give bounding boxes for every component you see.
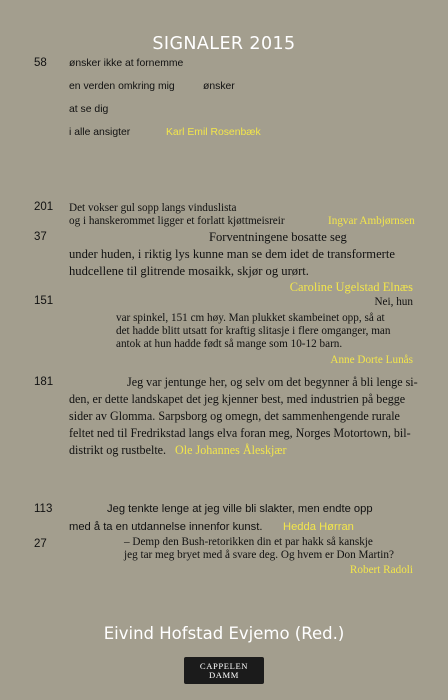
editor-name: Eivind Hofstad Evjemo (Red.) bbox=[103, 624, 345, 643]
excerpt-27-line-1: – Demp den Bush-retorikken din et par hakk så kanskje bbox=[124, 536, 373, 548]
excerpt-201-line-1: Det vokser gul sopp langs vinduslista bbox=[69, 202, 237, 214]
excerpt-58-line-4: at se dig bbox=[69, 104, 109, 115]
page-number-37: 37 bbox=[34, 231, 47, 243]
excerpt-113-line-1: Jeg tenkte lenge at jeg ville bli slakter, men endte opp bbox=[107, 503, 373, 515]
excerpt-181-line-4: feltet ned til Fredrikstad langs elva foran meg, Norges Motortown, bil- bbox=[69, 426, 411, 440]
excerpt-151-line-4: antok at hun hadde født så mange som 10-12 barn. bbox=[116, 338, 343, 350]
excerpt-37-line-3: hudcellene til glitrende mosaikk, skjør og urørt. bbox=[69, 264, 309, 278]
excerpt-58-author: Karl Emil Rosenbæk bbox=[166, 127, 261, 138]
excerpt-113-line-2: med å ta en utdannelse innenfor kunst. bbox=[69, 521, 263, 533]
publisher-logo-text: CAPPELEN DAMM bbox=[199, 660, 249, 680]
excerpt-37-author: Caroline Ugelstad Elnæs bbox=[289, 280, 413, 294]
excerpt-181-author: Ole Johannes Åleskjær bbox=[175, 443, 287, 457]
excerpt-58-line-1: ønsker ikke at fornemme bbox=[69, 58, 184, 69]
excerpt-37-line-1: Forventningene bosatte seg bbox=[209, 230, 347, 244]
excerpt-201-author: Ingvar Ambjørnsen bbox=[328, 215, 415, 227]
excerpt-27-line-2: jeg tar meg bryet med å svare deg. Og hvem er Don Martin? bbox=[124, 549, 394, 561]
excerpt-151-author: Anne Dorte Lunås bbox=[330, 354, 413, 366]
excerpt-58-line-3: ønsker bbox=[203, 81, 235, 92]
excerpt-181-line-2: den, er dette landskapet det jeg kjenner best, med industrien på begge bbox=[69, 392, 406, 406]
excerpt-113-author: Hedda Hørran bbox=[283, 521, 354, 533]
book-title: SIGNALER 2015 bbox=[152, 34, 296, 54]
page-number-58: 58 bbox=[34, 57, 47, 69]
excerpt-58-line-5: i alle ansigter bbox=[69, 127, 131, 138]
excerpt-27-author: Robert Radoli bbox=[349, 564, 413, 576]
page-number-201: 201 bbox=[34, 201, 54, 213]
page-number-181: 181 bbox=[34, 376, 54, 388]
page-number-151: 151 bbox=[34, 295, 54, 307]
excerpt-181-line-3: sider av Glomma. Sarpsborg og omegn, det sammenhengende rurale bbox=[69, 409, 400, 423]
excerpt-151-line-3: det hadde blitt utsatt for kraftig slitasje i flere omganger, man bbox=[116, 325, 391, 337]
excerpt-37-line-2: under huden, i riktig lys kunne man se dem idet de transformerte bbox=[69, 247, 395, 261]
excerpt-181-line-1: Jeg var jentunge her, og selv om det begynner å bli lenge si- bbox=[127, 375, 418, 389]
page-number-27: 27 bbox=[34, 538, 47, 550]
excerpt-201-line-2: og i hanskerommet ligger et forlatt kjøttmeisreir bbox=[69, 215, 285, 227]
excerpt-151-line-1: Nei, hun bbox=[374, 296, 413, 308]
excerpt-151-line-2: var spinkel, 151 cm høy. Man plukket skambeinet opp, så at bbox=[116, 312, 385, 324]
excerpt-181-line-5: distrikt og rustbelte. bbox=[69, 443, 167, 457]
page-number-113: 113 bbox=[34, 503, 53, 515]
publisher-logo bbox=[184, 657, 264, 684]
excerpt-58-line-2: en verden omkring mig bbox=[69, 81, 175, 92]
